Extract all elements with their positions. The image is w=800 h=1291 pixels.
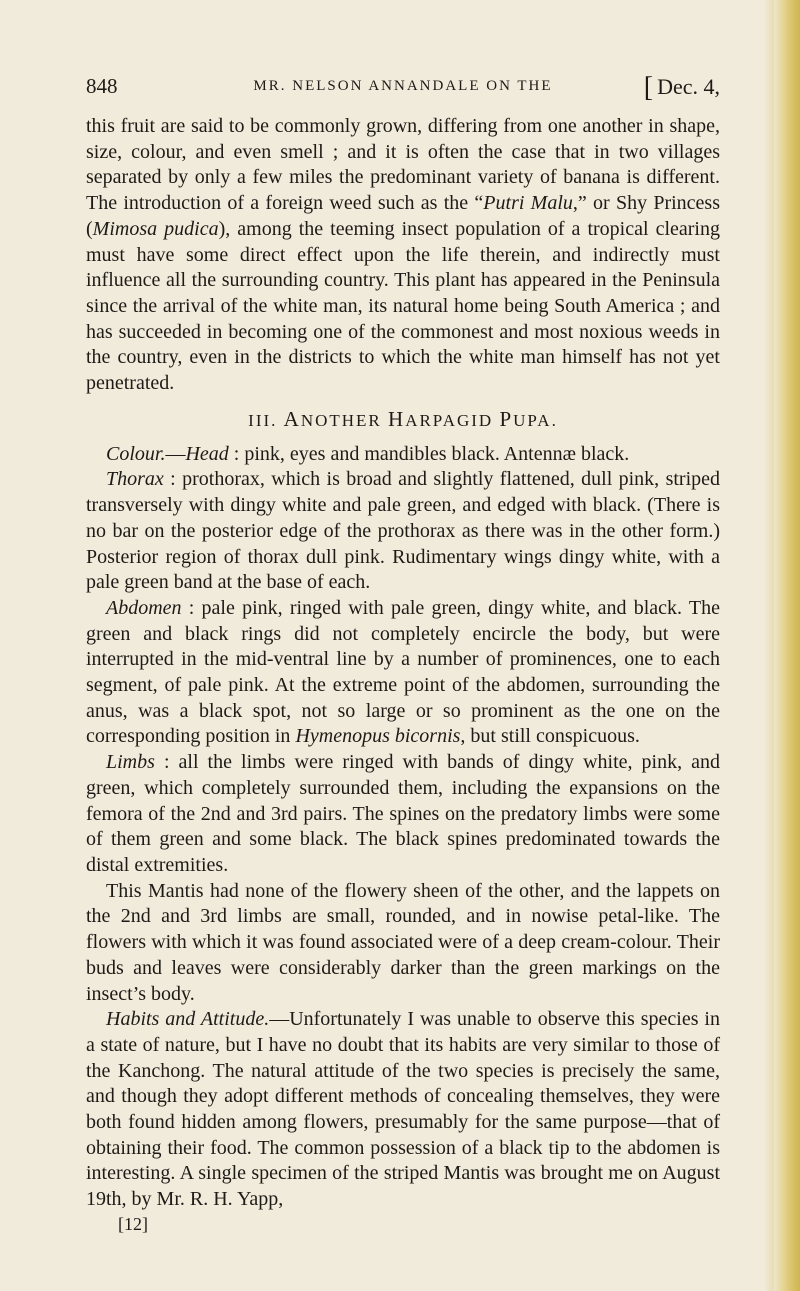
- intro-text-c: ), among the teeming insect population of a tropical clearing must have some direct effect upon the life therein, and indirectly must influence all the surrounding country. This plant has appeared in the Peninsula since the arrival of the white man, its natural home being South America ; and has succeeded in becoming one of the commonest and most noxious weeds in the country, even in the districts to which the white man himself has not yet penetrated.: [86, 217, 720, 395]
- page-number: 848: [86, 74, 118, 98]
- limbs-paragraph: [86, 750, 720, 879]
- signature-mark: [12]: [118, 1213, 148, 1234]
- intro-text: this fruit are said to be commonly grown, differing from one another in shape, size, colour, and even smell ; and it is often the case that in two villages separated by only a few miles the predominant variety of banana is different. The introduction of a foreign weed such as the “: [86, 115, 720, 215]
- habits-label: Habits and Attitude.: [106, 1008, 270, 1031]
- intro-paragraph: [86, 114, 720, 397]
- page-edge-shadow: [764, 0, 774, 1291]
- thorax-text: : prothorax, which is broad and slightly flattened, dull pink, striped transversely with dingy white and pale green, and edged with black. (There is no bar on the posterior edge of the prothorax as there was in the other form.) Posterior region of thorax dull pink. Rudimentary wings dingy white, with a pale green band at the base of each.: [86, 468, 720, 594]
- section-title-initial-a: A: [283, 406, 301, 431]
- section-title-initial-p: P: [499, 406, 514, 431]
- abdomen-paragraph: [86, 596, 720, 750]
- species-name-2: Hymenopus bicornis: [295, 725, 461, 748]
- colour-dash: —: [165, 442, 186, 465]
- section-title-initial-h: H: [388, 406, 406, 431]
- text-column: [86, 114, 720, 1235]
- colour-label: Colour.: [106, 442, 166, 465]
- page-edge: [774, 0, 800, 1291]
- running-title: MR. NELSON ANNANDALE ON THE: [253, 78, 553, 94]
- limbs-label: Limbs: [106, 751, 155, 774]
- mantis-paragraph: This Mantis had none of the flowery sheen of the other, and the lappets on the 2nd and 3rd limbs are small, rounded, and in nowise petal-like. The flowers with which it was found associated were of a deep cream-colour. Their buds and leaves were considerably darker than the green markings on the insect’s body.: [86, 879, 720, 1005]
- header-date: [644, 70, 720, 102]
- abdomen-text-b: , but still conspicuous.: [460, 725, 640, 748]
- abdomen-label: Abdomen: [106, 596, 182, 619]
- section-title-part-b: NOTHER: [300, 410, 389, 430]
- section-numeral: III.: [248, 410, 278, 430]
- thorax-paragraph: [86, 467, 720, 596]
- abdomen-text: : pale pink, ringed with pale green, dingy white, and black. The green and black rings did not completely encircle the body, but were interrupted in the mid-ventral line by a number of prominences, one to each segment, of pale pink. At the extreme point of the abdomen, surrounding the anus, was a black spot, not so large or so prominent as the one on the corresponding position in: [86, 596, 720, 748]
- colour-paragraph: [86, 442, 720, 468]
- header-date-text: Dec. 4,: [657, 74, 720, 99]
- weed-name: Putri Malu: [483, 192, 573, 215]
- colour-text: : pink, eyes and mandibles black. Antennæ black.: [228, 442, 630, 465]
- species-name: Mimosa pudica: [92, 217, 219, 240]
- section-title-part-d: ARPAGID: [405, 410, 500, 430]
- head-label: Head: [185, 442, 229, 465]
- section-heading: [86, 406, 720, 434]
- limbs-text: : all the limbs were ringed with bands of dingy white, pink, and green, which completely surrounded them, including the expansions on the femora of the 2nd and 3rd pairs. The spines on the predatory limbs were some of them green and some black. The black spines predominated towards the distal extremities.: [86, 751, 720, 876]
- intro-text-b: ,” or Shy Princess (: [86, 192, 720, 240]
- section-title-part-f: UPA.: [513, 410, 558, 430]
- running-header: [86, 62, 720, 102]
- bracket-glyph: [: [643, 72, 654, 103]
- habits-paragraph: [86, 1007, 720, 1213]
- habits-text: —Unfortunately I was unable to observe this species in a state of nature, but I have no doubt that its habits are very similar to those of the Kanchong. The natural attitude of the two species is precisely the same, and though they adopt different methods of concealing themselves, they were both found hidden among flowers, presumably for the same purpose—that of obtaining their food. The common possession of a black tip to the abdomen is interesting. A single specimen of the striped Mantis was brought me on August 19th, by Mr. R. H. Yapp,: [86, 1008, 720, 1211]
- thorax-label: Thorax: [106, 468, 164, 491]
